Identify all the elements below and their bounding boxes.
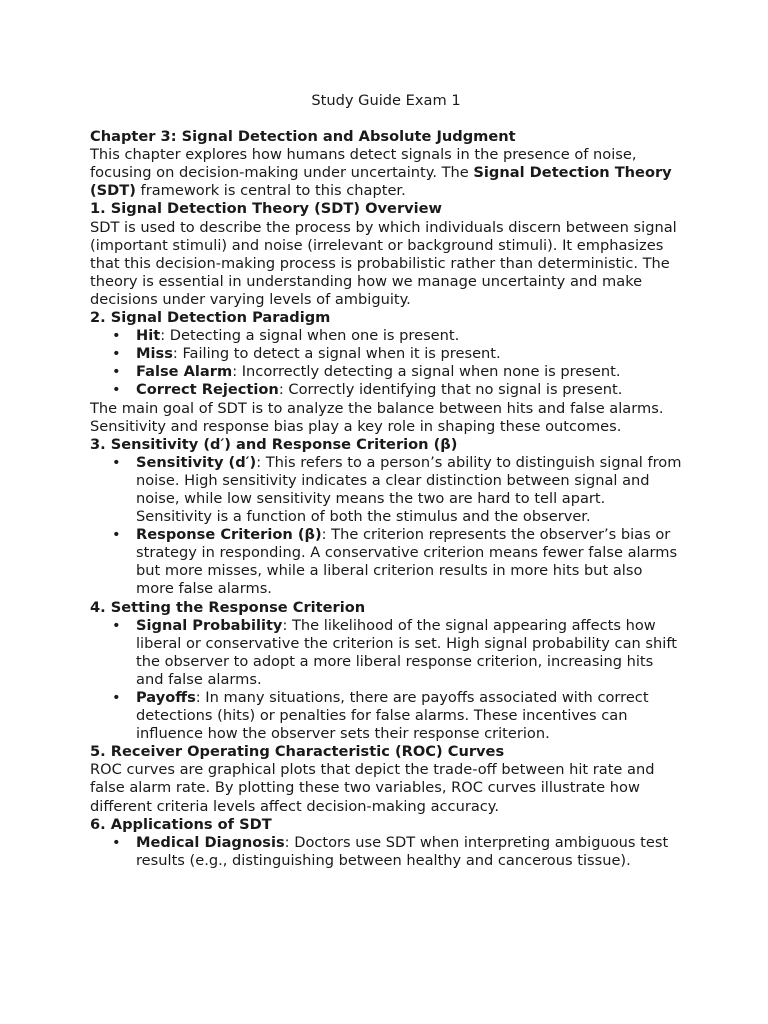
list-item-term: Signal Probability (136, 616, 283, 634)
list-item (136, 327, 682, 345)
list-item-desc: : Incorrectly detecting a signal when none is present. (232, 363, 621, 381)
section-1-heading: 1. Signal Detection Theory (SDT) Overview (90, 200, 443, 218)
list-item-term: Response Criterion (β) (136, 526, 322, 544)
list-item (136, 381, 682, 399)
chapter-heading: Chapter 3: Signal Detection and Absolute Judgment (90, 128, 516, 146)
intro-paragraph (90, 146, 682, 200)
list-item-term: Medical Diagnosis (136, 833, 285, 851)
section-2-paragraph: The main goal of SDT is to analyze the balance between hits and false alarms. Sensitivity and response bias play a key role in shaping these outcomes. (90, 399, 664, 435)
section-2-heading: 2. Signal Detection Paradigm (90, 309, 331, 327)
list-item-desc: : The likelihood of the signal appearing affects how liberal or conservative the criterion is set. High signal probability can shift the observer to adopt a more liberal response criterion, increasing hits and false alarms. (136, 616, 677, 688)
document-page (90, 92, 682, 870)
list-item (136, 834, 682, 870)
section-3-list (90, 454, 682, 599)
list-item-desc: : Failing to detect a signal when it is present. (172, 345, 501, 363)
list-item-term: Hit (136, 327, 161, 345)
section-3-heading: 3. Sensitivity (d′) and Response Criterion (β) (90, 435, 458, 453)
document-title: Study Guide Exam 1 (311, 92, 461, 109)
list-item-desc: : This refers to a person’s ability to distinguish signal from noise. High sensitivity indicates a clear distinction between signal and noise, while low sensitivity means the two are hard to tell apart. Sensitivity is a function of both the stimulus and the observer. (136, 453, 682, 526)
section-2-list (90, 327, 682, 399)
list-item-desc: : The criterion represents the observer’s bias or strategy in responding. A conservative criterion means fewer false alarms but more misses, while a liberal criterion results in more hits but also more false alarms. (136, 526, 678, 598)
intro-bold-term: Signal Detection Theory (SDT) (90, 164, 672, 200)
list-item-desc: : Correctly identifying that no signal is present. (278, 381, 623, 399)
section-4-heading: 4. Setting the Response Criterion (90, 598, 366, 616)
section-1-paragraph: SDT is used to describe the process by which individuals discern between signal (important stimuli) and noise (irrelevant or background stimuli). It emphasizes that this decision-making process is probabilistic rather than deterministic. The theory is essential in understanding how we manage uncertainty and make decisions under varying levels of ambiguity. (90, 218, 677, 308)
section-5-heading: 5. Receiver Operating Characteristic (ROC) Curves (90, 743, 505, 761)
section-6-heading: 6. Applications of SDT (90, 815, 272, 833)
list-item-desc: : In many situations, there are payoffs associated with correct detections (hits) or penalties for false alarms. These incentives can influence how the observer sets their response criterion. (136, 689, 649, 743)
list-item-term: Payoffs (136, 689, 196, 706)
list-item (136, 345, 682, 363)
section-5-paragraph: ROC curves are graphical plots that depict the trade-off between hit rate and false alarm rate. By plotting these two variables, ROC curves illustrate how different criteria levels affect decision-making accuracy. (90, 761, 655, 815)
list-item (136, 363, 682, 381)
intro-text-end: framework is central to this chapter. (135, 182, 406, 200)
list-item (136, 454, 682, 526)
list-item (136, 689, 682, 743)
intro-text-start: This chapter explores how humans detect signals in the presence of noise, focusing on decision-making under uncertainty. The (90, 146, 637, 182)
section-6-list (90, 834, 682, 870)
list-item (136, 617, 682, 689)
list-item-term: Miss (136, 345, 173, 363)
list-item-desc: : Detecting a signal when one is present. (160, 327, 460, 345)
section-4-list (90, 617, 682, 744)
list-item-desc: : Doctors use SDT when interpreting ambiguous test results (e.g., distinguishing between healthy and cancerous tissue). (136, 833, 669, 869)
list-item-term: Sensitivity (d′) (136, 453, 257, 471)
list-item (136, 526, 682, 598)
list-item-term: False Alarm (136, 363, 233, 381)
list-item-term: Correct Rejection (136, 381, 279, 399)
